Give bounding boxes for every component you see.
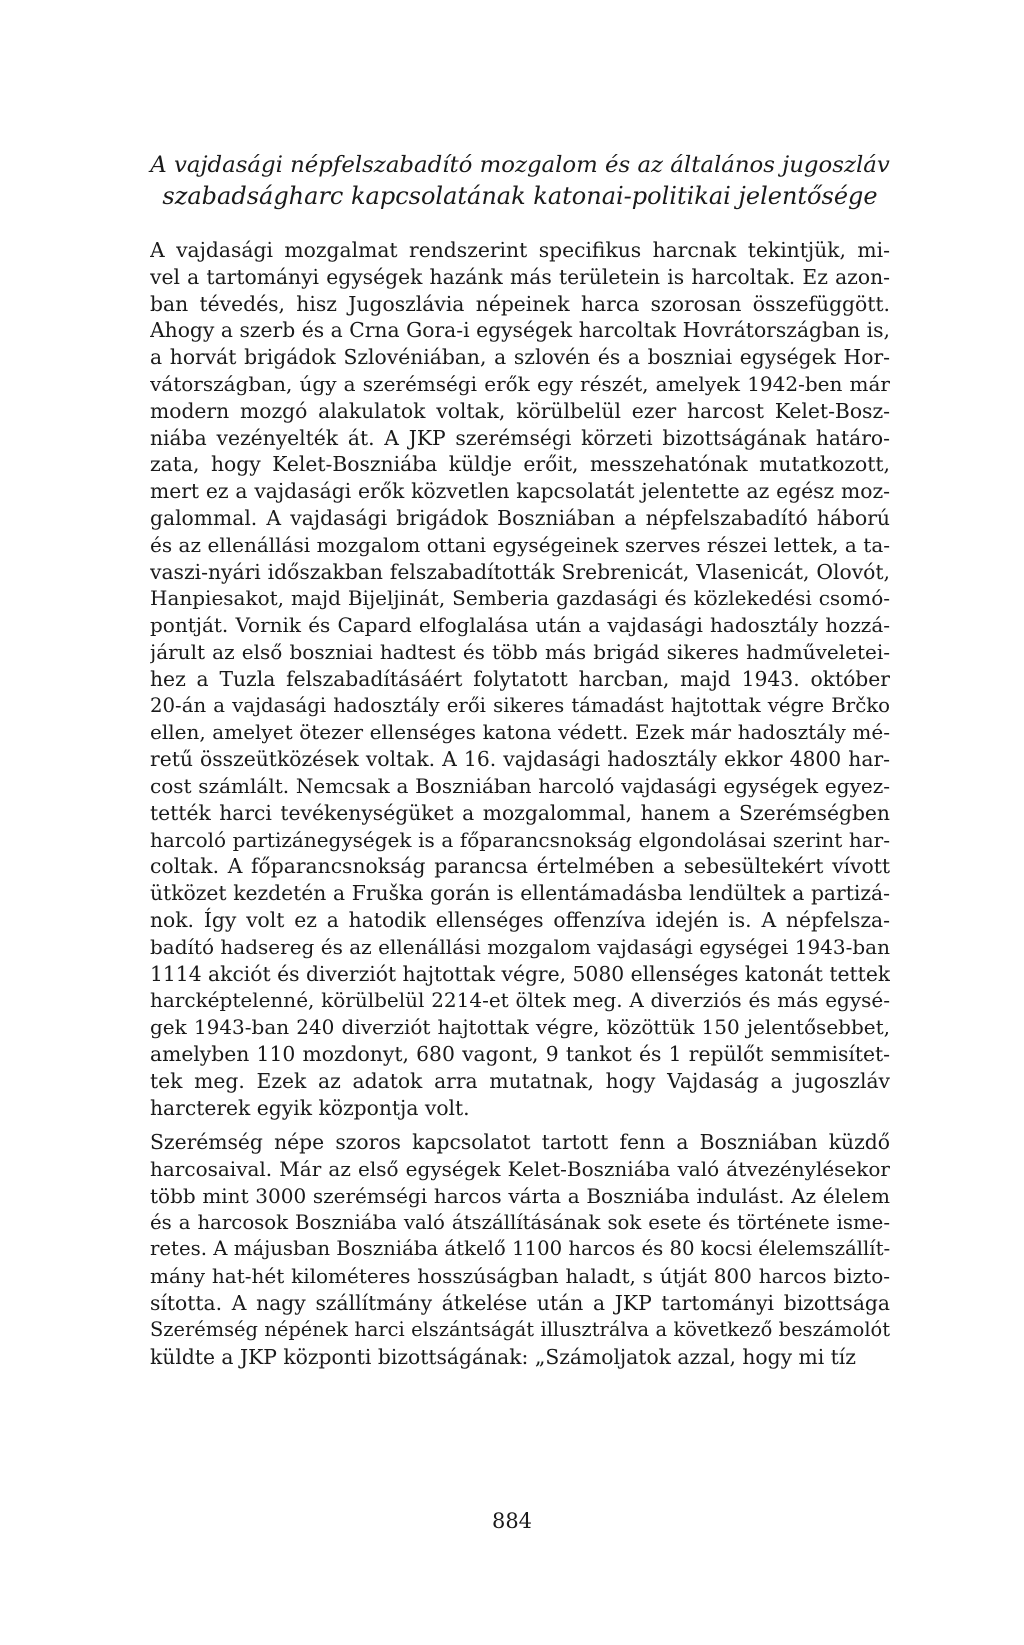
body-text: [150, 237, 890, 1370]
text-line: coltak. A főparancsnokság parancsa értelmében a sebesültekért vívott: [150, 854, 890, 879]
text-line: ban tévedés, hisz Jugoszlávia népeinek harca szorosan összefüggött.: [150, 291, 890, 316]
text-line: badító hadsereg és az ellenállási mozgalom vajdasági egységei 1943-ban: [150, 934, 890, 959]
heading-line-1: A vajdasági népfelszabadító mozgalom és az általános jugoszláv: [150, 152, 890, 178]
text-line: modern mozgó alakulatok voltak, körülbelül ezer harcost Kelet-Bosz-: [150, 398, 890, 423]
paragraph-1: [150, 237, 890, 1129]
text-line: a horvát brigádok Szlovéniában, a szlovén és a boszniai egységek Hor-: [150, 345, 890, 370]
text-line: nok. Így volt ez a hatodik ellenséges offenzíva idején is. A népfelsza-: [150, 907, 890, 932]
text-line: harcoló partizánegységek is a főparancsnokság elgondolásai szerint har-: [150, 827, 890, 852]
text-line: és az ellenállási mozgalom ottani egységeinek szerves részei lettek, a ta-: [150, 532, 890, 557]
text-line: cost számlált. Nemcsak a Boszniában harcoló vajdasági egységek egyez-: [150, 773, 890, 798]
text-line: tették harci tevékenységüket a mozgalommal, hanem a Szerémségben: [150, 800, 890, 825]
text-line: küldte a JKP központi bizottságának: „Számoljatok azzal, hogy mi tíz: [150, 1344, 856, 1369]
text-line: harcosaival. Már az első egységek Kelet-Boszniába való átvezénylésekor: [150, 1157, 890, 1182]
text-line: harcképtelenné, körülbelül 2214-et öltek meg. A diverziós és más egysé-: [150, 988, 890, 1013]
text-line: hez a Tuzla felszabadításáért folytatott harcban, majd 1943. október: [150, 666, 890, 691]
page-number: 884: [491, 1509, 533, 1533]
text-line: Szerémség népe szoros kapcsolatot tartott fenn a Boszniában küzdő: [150, 1130, 890, 1155]
text-line: niába vezényelték át. A JKP szerémségi körzeti bizottságának határo-: [150, 425, 890, 450]
text-line: vaszi-nyári időszakban felszabadították Srebrenicát, Vlasenicát, Olovót,: [150, 559, 890, 584]
text-line: vátországban, úgy a szerémségi erők egy részét, amelyek 1942-ben már: [150, 371, 890, 396]
text-line: tek meg. Ezek az adatok arra mutatnak, hogy Vajdaság a jugoszláv: [150, 1068, 890, 1093]
text-line: Ahogy a szerb és a Crna Gora-i egységek harcoltak Hovrátországban is,: [150, 318, 890, 343]
text-line: több mint 3000 szerémségi harcos várta a Boszniába indulást. Az élelem: [150, 1183, 890, 1208]
text-line: gek 1943-ban 240 diverziót hajtottak végre, közöttük 150 jelentősebbet,: [150, 1015, 890, 1040]
text-line: amelyben 110 mozdonyt, 680 vagont, 9 tankot és 1 repülőt semmisítet-: [150, 1041, 890, 1066]
text-line: ellen, amelyet ötezer ellenséges katona védett. Ezek már hadosztály mé-: [150, 720, 890, 745]
text-line: ütközet kezdetén a Fruška gorán is ellentámadásba lendültek a partizá-: [150, 881, 890, 906]
text-line: A vajdasági mozgalmat rendszerint specifikus harcnak tekintjük, mi-: [150, 238, 890, 262]
text-line: járult az első boszniai hadtest és több más brigád sikeres hadműveletei-: [150, 639, 890, 664]
text-line: zata, hogy Kelet-Boszniába küldje erőit, messzehatónak mutatkozott,: [150, 452, 890, 477]
text-line: retes. A májusban Boszniába átkelő 1100 harcos és 80 kocsi élelemszállít-: [150, 1237, 890, 1261]
text-line: és a harcosok Boszniába való átszállításának sok esete és története isme-: [150, 1210, 890, 1234]
text-line: pontját. Vornik és Capard elfoglalása után a vajdasági hadosztály hozzá-: [150, 613, 890, 638]
chapter-heading: [150, 150, 890, 212]
text-line: harcterek egyik központja volt.: [150, 1095, 470, 1120]
text-line: retű összeütközések voltak. A 16. vajdasági hadosztály ekkor 4800 har-: [150, 747, 890, 772]
text-line: galommal. A vajdasági brigádok Boszniában a népfelszabadító háború: [150, 505, 890, 530]
text-line: 20-án a vajdasági hadosztály erői sikeres támadást hajtottak végre Brčko: [150, 693, 890, 717]
text-line: Hanpiesakot, majd Bijeljinát, Semberia gazdasági és közlekedési csomó-: [150, 586, 890, 611]
text-line: mány hat-hét kilométeres hosszúságban haladt, s útját 800 harcos bizto-: [150, 1264, 890, 1289]
text-line: 1114 akciót és diverziót hajtottak végre, 5080 ellenséges katonát tettek: [150, 961, 890, 986]
text-line: Szerémség népének harci elszántságát illusztrálva a következő beszámolót: [150, 1317, 890, 1341]
text-line: vel a tartományi egységek hazánk más területein is harcoltak. Ez azon-: [150, 264, 890, 289]
text-line: mert ez a vajdasági erők közvetlen kapcsolatát jelentette az egész moz-: [150, 479, 890, 504]
paragraph-gap: [150, 1121, 890, 1129]
heading-line-2: szabadságharc kapcsolatának katonai-politikai jelentősége: [162, 182, 878, 210]
text-line: sította. A nagy szállítmány átkelése után a JKP tartományi bizottsága: [150, 1291, 890, 1316]
paragraph-2: [150, 1129, 890, 1370]
